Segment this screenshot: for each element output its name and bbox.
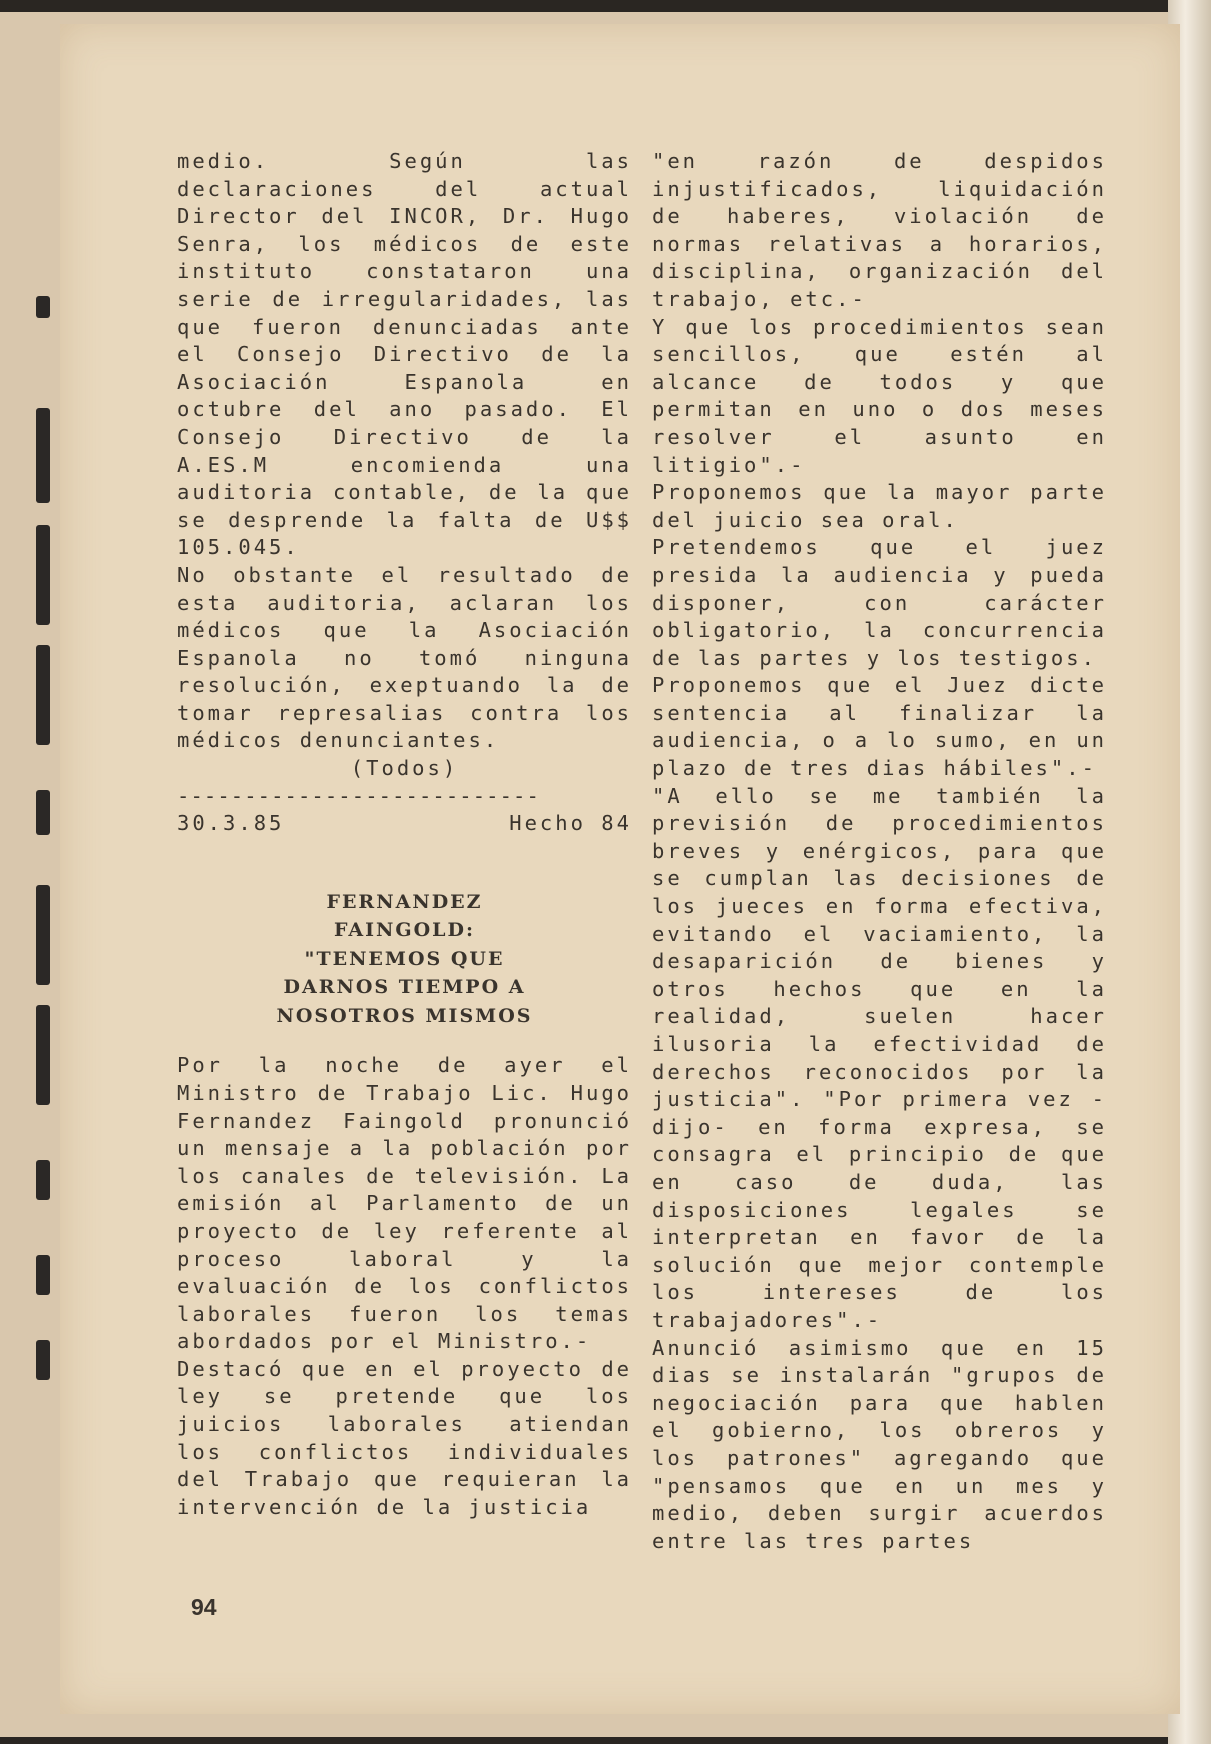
source-credit: (Todos) — [350, 756, 459, 781]
paragraph: Y que los procedimientos sean sencillos, que estén al alcance de todos y que permitan en uno o dos meses resolver el asunto en litigio".- — [652, 314, 1107, 477]
binding-mark — [36, 1255, 50, 1295]
paragraph: Por la noche de ayer el Ministro de Trabajo Lic. Hugo Fernandez Faingold pronunció un mensaje a la población por los canales de televisión. La emisión al Parlamento de un proyecto de ley referente al proceso laboral y la evaluación de los conflictos laborales fueron los temas abordados por el Ministro.- — [177, 1053, 632, 1354]
paragraph: "en razón de despidos injustificados, liquidación de haberes, violación de normas relativas a horarios, disciplina, organización del trabajo, etc.- — [652, 149, 1107, 311]
page-number: 94 — [191, 1594, 217, 1620]
separator: --------------------------- — [177, 783, 540, 808]
paragraph: medio. Según las declaraciones del actual Director del INCOR, Dr. Hugo Senra, los médicos de este instituto constataron una serie de irregularidades, las que fueron denunciadas ante el Consejo Directivo de la Asociación Espanola en octubre del ano pasado. El Consejo Directivo de la A.ES.M encomienda una auditoria contable, de la que se desprende la falta de U$$ 105.045. — [177, 149, 632, 560]
headline-line: FAINGOLD: — [334, 919, 475, 942]
binding-mark — [36, 296, 50, 318]
binding-mark — [36, 645, 50, 745]
date: 30.3.85 — [177, 811, 285, 836]
paragraph: Anunció asimismo que en 15 dias se instalarán "grupos de negociación para que hablen el gobierno, los obreros y los patrones" agregando que "pensamos que en un mes y medio, deben surgir acuerdos entre las tres partes — [652, 1335, 1107, 1553]
binding-mark — [36, 408, 50, 503]
paragraph: Destacó que en el proyecto de ley se pretende que los juicios laborales atiendan los conflictos individuales del Trabajo que requieran la intervención de la justicia — [177, 1356, 632, 1519]
paragraph: Pretendemos que el juez presida la audiencia y pueda disponer, con carácter obligatorio, la concurrencia de las partes y los testigos. — [652, 535, 1107, 670]
headline-line: NOSOTROS MISMOS — [276, 1004, 533, 1027]
left-column — [177, 148, 632, 1521]
binding-mark — [36, 1005, 50, 1105]
headline-line: DARNOS TIEMPO A — [283, 976, 526, 999]
paragraph: "A ello se me también la previsión de procedimientos breves y enérgicos, para que se cumplan las decisiones de los jueces en forma efectiva, evitando el vaciamiento, la desaparición de bienes y otros hechos que en la realidad, suelen hacer ilusoria la efectividad de derechos reconocidos por la justicia". "Por primera vez -dijo- en forma expresa, se consagra el principio de que en caso de duda, las disposiciones legales se interpretan en favor de la solución que mejor contemple los intereses de los trabajadores".- — [652, 783, 1107, 1332]
binding-mark — [36, 790, 50, 835]
article-headline — [177, 888, 632, 1031]
right-column — [652, 148, 1107, 1555]
binding-mark — [36, 885, 50, 985]
dateline — [177, 810, 632, 838]
headline-line: FERNANDEZ — [326, 890, 483, 913]
binding-mark — [36, 525, 50, 625]
binding-mark — [36, 1340, 50, 1380]
binding-mark — [36, 1160, 50, 1200]
paragraph: Proponemos que la mayor parte del juicio sea oral. — [652, 480, 1107, 532]
fact-number: Hecho 84 — [509, 811, 632, 836]
headline-line: "TENEMOS QUE — [304, 947, 505, 970]
paragraph: Proponemos que el Juez dicte sentencia al finalizar la audiencia, o a lo sumo, en un plazo de tres dias hábiles".- — [652, 673, 1107, 781]
paragraph: No obstante el resultado de esta auditoria, aclaran los médicos que la Asociación Espanola no tomó ninguna resolución, exeptuando la de tomar represalias contra los médicos denunciantes. — [177, 562, 632, 753]
